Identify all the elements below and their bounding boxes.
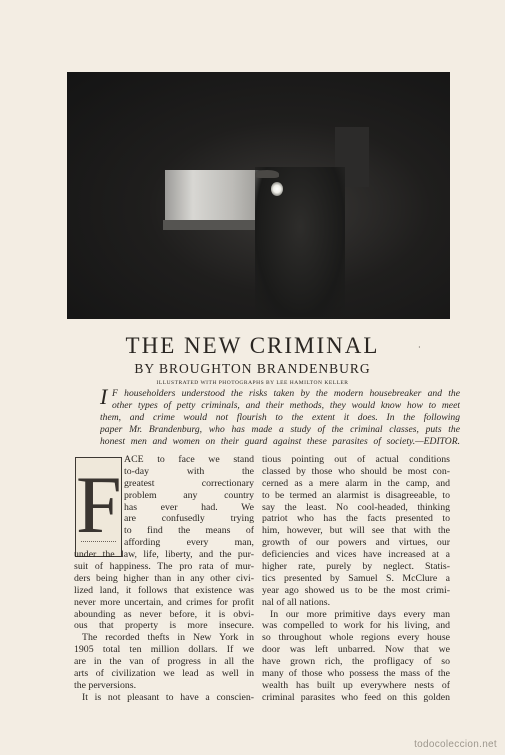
body-line: wealth has built up everywhere nests of [262, 679, 450, 691]
body-line: to find the means of [124, 525, 254, 537]
drop-cap-letter: F [76, 459, 122, 550]
watermark: todocoleccion.net [414, 739, 497, 750]
body-line: are confusedly trying [124, 513, 254, 525]
body-line: are in the van of progress in all the [74, 656, 254, 668]
body-line: criminal parasites who feed on this golden [262, 691, 450, 703]
body-line: door was left unbarred. Now that we [262, 644, 450, 656]
intro-line: them, and crime would not flourish to the extent it does. In the following [100, 412, 460, 423]
body-line: lized land, it follows that existence was [74, 584, 254, 596]
body-line: problem any country [124, 489, 254, 501]
body-line: ous that property is more insecure. [74, 620, 254, 632]
body-line: to be termed an alarmist is disagreeable, to [262, 489, 450, 501]
body-line: never more uncertain, and crimes for profit [74, 596, 254, 608]
body-line: have grown rich, the profligacy of so [262, 656, 450, 668]
intro-initial: I [100, 384, 108, 409]
body-line: many of those who possess the mass of the [262, 668, 450, 680]
body-line: patriot who has the facts presented to [262, 513, 450, 525]
body-line: tious pointing out of actual conditions [262, 454, 450, 465]
body-line: to-day with the [124, 465, 254, 477]
body-line: The recorded thefts in New York in [82, 632, 254, 644]
body-line: has ever had. We [124, 501, 254, 513]
body-line: 1905 total ten million dollars. If we [74, 644, 254, 656]
body-line: say the least. No cool-headed, thinking [262, 501, 450, 513]
body-line: cerned as a mere alarm in the camp, and [262, 477, 450, 489]
title-mark: · [418, 343, 421, 352]
illustration-credit: ILLUSTRATED WITH PHOTOGRAPHS BY LEE HAMILTON KELLER [156, 380, 349, 386]
body-line: ders being higher than in any other civi- [74, 572, 254, 584]
body-line: affording every man, [124, 537, 254, 549]
body-column-left [74, 454, 254, 704]
body-line: tics presented by Samuel S. McClure a [262, 572, 450, 584]
intro-line: F householders understood the risks taken by the modern housebreaker and the [112, 389, 460, 399]
photo-hat [255, 170, 279, 178]
body-line: year ago showed us to be the most crimi- [262, 584, 450, 596]
body-line: ACE to face we stand [124, 454, 254, 465]
body-line: In our more primitive days every man [270, 608, 450, 620]
intro-line: honest men and women on their guard against these parasites of society.—EDITOR. [100, 436, 460, 447]
body-line: suit of happiness. The pro rata of mur- [74, 561, 254, 573]
editor-intro [100, 389, 460, 448]
body-line: arts of civilization we lead as well in [74, 668, 254, 680]
body-line: higher rate, purely by neglect. Statis- [262, 561, 450, 573]
body-line: so throughout whole regions every house [262, 632, 450, 644]
body-line: It is not pleasant to have a conscien- [82, 691, 254, 703]
photo-lantern-light [271, 182, 283, 196]
body-line: deficiencies and vices have increased at a [262, 549, 450, 561]
body-line: classed by those who should be most con- [262, 465, 450, 477]
photo-burglar-figure [255, 167, 345, 317]
article-photograph [67, 72, 450, 319]
article-byline: BY BROUGHTON BRANDENBURG [134, 361, 371, 376]
body-line: abounding as never before, it is obvi- [74, 608, 254, 620]
body-line: under the law, life, liberty, and the pur- [74, 549, 254, 561]
body-line: nal of all nations. [262, 596, 331, 608]
body-line: the perversions. [74, 679, 137, 691]
body-line: him, however, but will see that with the [262, 525, 450, 537]
body-line: was compelled to work for his living, and [262, 620, 450, 632]
article-title: THE NEW CRIMINAL [125, 333, 380, 358]
intro-line: other types of petty criminals, and their methods, they would know how to meet [112, 400, 460, 411]
body-column-right [262, 454, 450, 704]
body-line: growth of our powers and virtues, our [262, 537, 450, 549]
body-line: greatest correctionary [124, 477, 254, 489]
intro-line: paper Mr. Brandenburg, who has made a study of the criminal classes, puts the [100, 424, 460, 435]
